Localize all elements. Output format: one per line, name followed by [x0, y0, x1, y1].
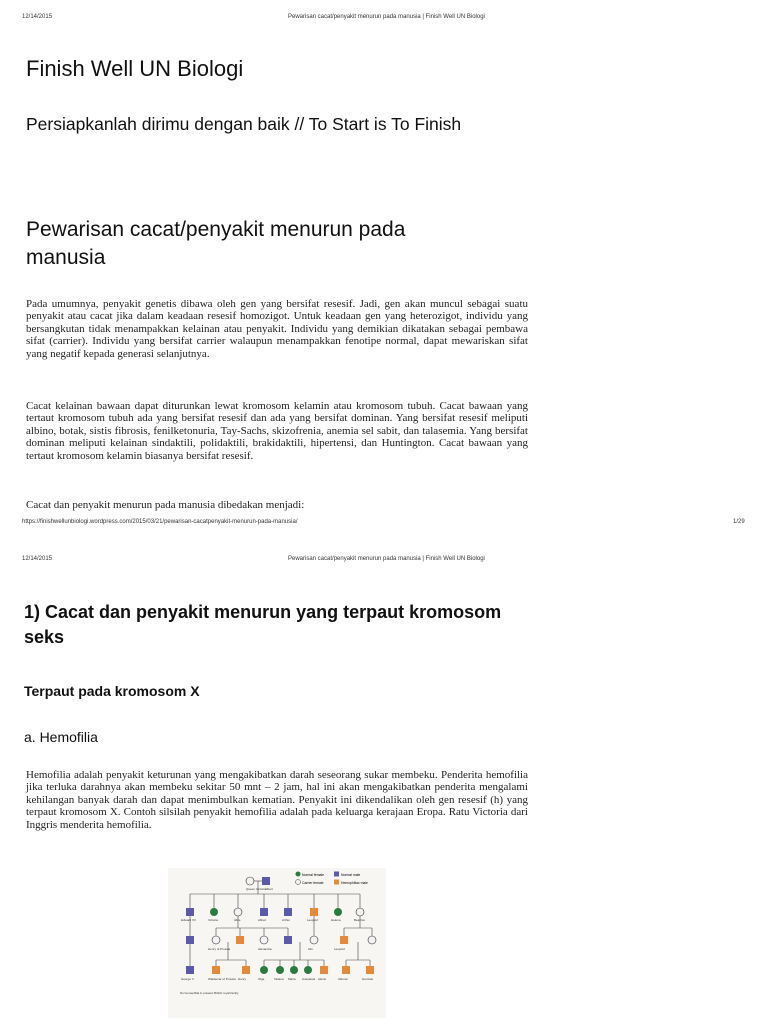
svg-text:Victoria: Victoria	[208, 918, 218, 922]
svg-text:Gonzalo: Gonzalo	[362, 977, 374, 981]
svg-text:Henry: Henry	[238, 977, 247, 981]
pedigree-legend	[296, 872, 369, 886]
page-header-date: 12/14/2015	[22, 14, 53, 20]
svg-text:Henry of Prussia: Henry of Prussia	[208, 947, 231, 951]
site-tagline: Persiapkanlah dirimu dengan baik // To Start is To Finish	[26, 114, 462, 134]
page-header-title: Pewarisan cacat/penyakit menurun pada manusia | Finish Well UN Biologi	[288, 556, 485, 562]
paragraph-intro: Pada umumnya, penyakit genetis dibawa oleh gen yang bersifat resesif. Jadi, gen akan muncul sebagai suatu penyakit atau cacat jika dalam keadaan resesif homozigot. Untuk keadaan gen yang heterozigot, individu yang bersangkutan tidak menampakkan kelainan atau penyakit. Individu yang demikian dikatakan sebagai pembawa sifat (carrier). Individu yang bersifat carrier walaupun menampakkan fenotipe normal, dapat mewariskan sifat yang negatif kepada generasi selanjutnya.	[26, 298, 528, 360]
section-title: 1) Cacat dan penyakit menurun yang terpaut kromosom seks	[24, 602, 502, 647]
svg-text:Beatrice: Beatrice	[354, 918, 366, 922]
item-title: a. Hemofilia	[24, 729, 98, 745]
pedigree-chart	[168, 868, 386, 1018]
page-footer-number: 1/29	[733, 519, 745, 525]
svg-text:Waldemar of Prussia: Waldemar of Prussia	[208, 977, 236, 981]
svg-text:Normal female: Normal female	[302, 873, 325, 877]
page-footer-url[interactable]: https://finishwellunbiologi.wordpress.com/2015/03/21/pewarisan-cacatpenyakit-menurun-pada-manusia/	[22, 519, 298, 525]
svg-text:Alice: Alice	[234, 918, 241, 922]
svg-text:Leopold: Leopold	[307, 918, 318, 922]
svg-text:Leopold: Leopold	[334, 947, 345, 951]
post-title: Pewarisan cacat/penyakit menurun pada manusia	[26, 218, 406, 269]
svg-text:Maria: Maria	[288, 977, 296, 981]
page-header-title: Pewarisan cacat/penyakit menurun pada manusia | Finish Well UN Biologi	[288, 14, 485, 20]
svg-text:Alix: Alix	[308, 947, 313, 951]
svg-text:Helena: Helena	[331, 918, 341, 922]
svg-text:George V: George V	[181, 977, 194, 981]
svg-text:Alfred: Alfred	[258, 918, 266, 922]
svg-text:Queen Victoria: Queen Victoria	[246, 887, 266, 891]
svg-text:Carrier female: Carrier female	[302, 881, 324, 885]
svg-text:Arthur: Arthur	[282, 918, 291, 922]
svg-text:Olga: Olga	[258, 977, 265, 981]
svg-text:No hemophilia in present Briti: No hemophilia in present British royal family	[180, 991, 239, 995]
svg-text:Anastasia: Anastasia	[302, 977, 316, 981]
site-title[interactable]: Finish Well UN Biologi	[26, 56, 244, 81]
svg-text:Alexis: Alexis	[318, 977, 327, 981]
paragraph-inheritance: Cacat kelainan bawaan dapat diturunkan lewat kromosom kelamin atau kromosom tubuh. Cacat bawaan yang tertaut kromosom tubuh ada yang bersifat resesif dan ada yang bersifat dominan. Yang bersifat resesif meliputi albino, botak, sistis fibrosis, fenilketonuria, Tay-Sachs, skizofrenia, anemia sel sabit, dan talasemia. Yang bersifat dominan meliputi kelainan sindaktili, polidaktili, brakidaktili, hipertensi, dan Huntington. Cacat bawaan yang tertaut kromosom kelamin biasanya bersifat resesif.	[26, 400, 528, 462]
svg-text:Alfonso: Alfonso	[338, 977, 349, 981]
page-header-date: 12/14/2015	[22, 556, 53, 562]
svg-text:Tatiana: Tatiana	[274, 977, 284, 981]
paragraph-list-intro: Cacat dan penyakit menurun pada manusia dibedakan menjadi:	[26, 499, 305, 511]
svg-text:Albert: Albert	[265, 887, 273, 891]
svg-text:Hemophiliac male: Hemophiliac male	[341, 881, 368, 885]
svg-text:Edward VII: Edward VII	[181, 918, 196, 922]
pedigree-symbols	[186, 877, 376, 974]
paragraph-hemofilia: Hemofilia adalah penyakit keturunan yang mengakibatkan darah seseorang sukar membeku. Penderita hemofilia jika terluka darahnya akan membeku sekitar 50 mnt – 2 jam, hal ini akan mengakibatkan penderita mengalami kehilangan banyak darah dan dapat menimbulkan kematian. Penyakit ini dikendalikan oleh gen resesif (h) yang terpaut kromosom X. Contoh silsilah penyakit hemofilia adalah pada keluarga kerajaan Eropa. Ratu Victoria dari Inggris menderita hemofilia.	[26, 769, 528, 831]
svg-text:Alexandra: Alexandra	[258, 947, 272, 951]
subsection-title: Terpaut pada kromosom X	[24, 683, 200, 699]
svg-text:Normal male: Normal male	[341, 873, 361, 877]
